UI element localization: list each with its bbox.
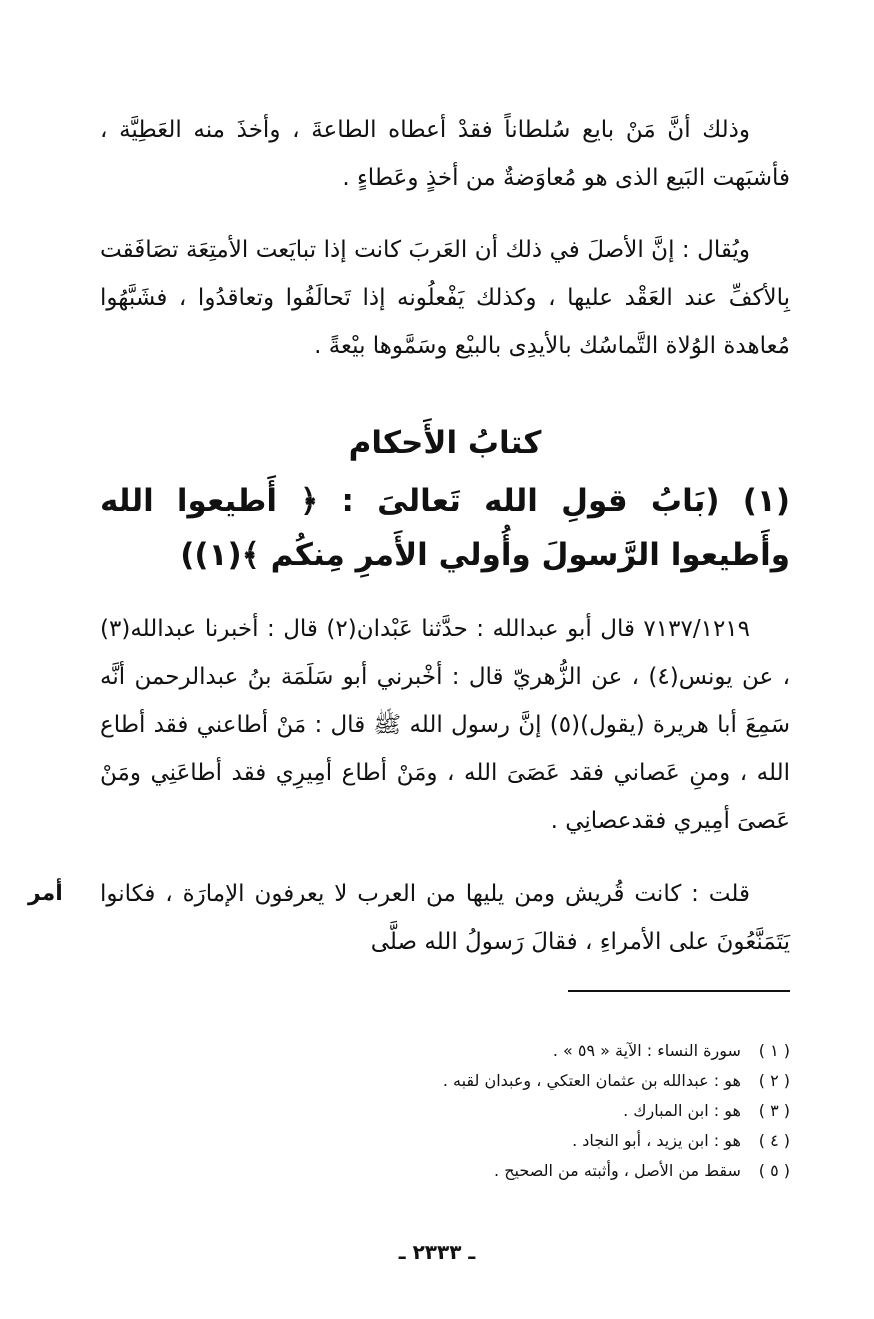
footnote-text: هو : ابن المبارك . bbox=[623, 1101, 741, 1120]
paragraph-text: وذلك أنَّ مَنْ بايع سُلطاناً فقدْ أعطاه الطاعةَ ، وأخذَ منه العَطِيَّة ، فأشبَهت البَيع الذى هو مُعاوَضةٌ من أخذٍ وعَطاءٍ . bbox=[100, 117, 790, 191]
footnote-number: ( ٣ ) bbox=[758, 1101, 790, 1120]
chapter-title: (١) (بَابُ قولِ الله تَعالىَ : ﴿ أَطيعوا الله وأَطيعوا الرَّسولَ وأُولي الأَمرِ مِنكُم ﴾(١)) bbox=[100, 483, 790, 573]
footnote-text: سورة النساء : الآية « ٥٩ » . bbox=[552, 1041, 741, 1060]
footnote-number: ( ١ ) bbox=[758, 1041, 790, 1060]
margin-note: أمر bbox=[28, 881, 63, 906]
footnote-text: هو : ابن يزيد ، أبو النجاد . bbox=[572, 1131, 741, 1150]
footnote-text: هو : عبدالله بن عثمان العتكي ، وعبدان لقبه . bbox=[442, 1071, 741, 1090]
footnotes-list bbox=[200, 1036, 790, 1186]
footnote-text: سقط من الأصل ، وأثبته من الصحيح . bbox=[494, 1161, 741, 1180]
page-number: ـ ٢٣٣٣ ـ bbox=[398, 1240, 476, 1264]
footnote-item bbox=[200, 1096, 790, 1126]
commentary-paragraph bbox=[100, 870, 790, 966]
paragraph-bay-origin bbox=[100, 226, 790, 370]
hadith-paragraph bbox=[100, 605, 790, 845]
footnote-item bbox=[200, 1126, 790, 1156]
footnote-number: ( ٥ ) bbox=[758, 1161, 790, 1180]
footnote-item bbox=[200, 1036, 790, 1066]
paragraph-bay-definition bbox=[100, 106, 790, 202]
paragraph-text: ويُقال : إنَّ الأصلَ في ذلك أن العَربَ كانت إذا تبايَعت الأمتِعَة تصَافَقت بِالأكفِّ عند العَقْد عليها ، وكذلك يَفْعلُونه إذا تَحالَفُوا وتعاقدُوا ، فشَبَّهُوا مُعاهدة الوُلاة التَّماسُك بالأيدِى بالبيْع وسَمَّوها بيْعةً . bbox=[100, 237, 790, 359]
footnote-divider bbox=[568, 990, 790, 992]
footnote-number: ( ٢ ) bbox=[758, 1071, 790, 1090]
book-title: كتابُ الأَحكام bbox=[348, 425, 542, 461]
footnote-item bbox=[200, 1066, 790, 1096]
paragraph-text: ٧١٣٧/١٢١٩ قال أبو عبدالله : حدَّثنا عَبْدان(٢) قال : أخبرنا عبدالله(٣) ، عن يونس(٤) ، عن الزُّهريّ قال : أخْبرني أبو سَلَمَة بنُ عبدالرحمن أنَّه سَمِعَ أبا هريرة (يقول)(٥) إنَّ رسول الله ﷺ قال : مَنْ أطاعني فقد أطاع الله ، ومنِ عَصاني فقد عَصَىَ الله ، ومَنْ أطاع أمِيرِي فقد أطاعَنِي ومَنْ عَصىَ أمِيري فقدعصانِي . bbox=[100, 616, 790, 834]
footnote-number: ( ٤ ) bbox=[758, 1131, 790, 1150]
footnote-item bbox=[200, 1156, 790, 1186]
paragraph-text: قلت : كانت قُريش ومن يليها من العرب لا يعرفون الإمارَة ، فكانوا يَتَمَنَّعُونَ على الأمراءِ ، فقالَ رَسولُ الله صلَّى bbox=[100, 881, 790, 955]
